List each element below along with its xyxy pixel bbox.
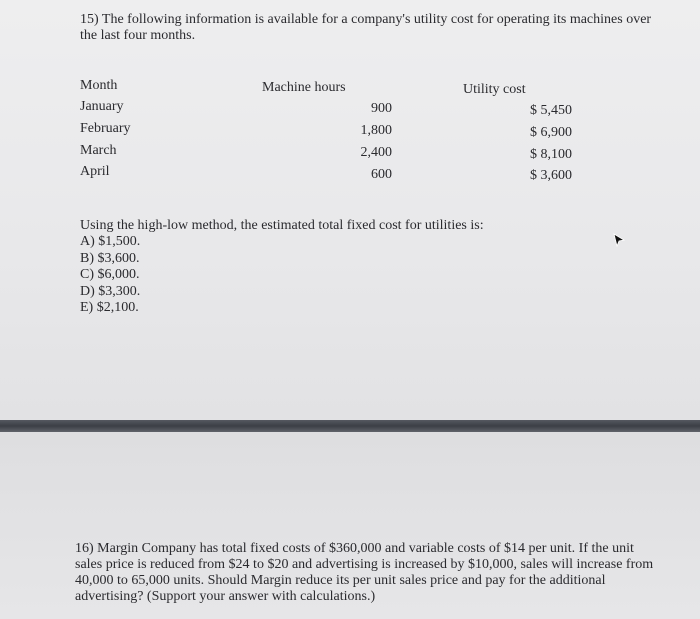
page-divider-bar <box>0 420 700 432</box>
header-month: Month <box>80 78 118 93</box>
row-hours: 900 <box>371 101 392 116</box>
row-hours: 1,800 <box>360 123 392 138</box>
row-cost: $ 3,600 <box>530 168 572 183</box>
question-15-prompt: Using the high-low method, the estimated total fixed cost for utilities is: <box>80 218 484 233</box>
question-15-text: 15) The following information is available for a company's utility cost for operating its machines over the last four months. <box>80 12 652 43</box>
answer-option: B) $3,600. <box>80 250 140 266</box>
row-cost: $ 5,450 <box>530 103 572 118</box>
row-cost: $ 6,900 <box>530 125 572 140</box>
row-month: March <box>80 143 117 158</box>
answer-option: E) $2,100. <box>80 300 139 315</box>
header-utility-cost: Utility cost <box>463 82 526 97</box>
row-month: January <box>80 99 124 114</box>
answer-option: C) $6,000. <box>80 267 140 282</box>
answer-options <box>80 234 140 317</box>
answer-option: A) $1,500. <box>80 234 141 249</box>
row-hours: 600 <box>371 167 392 182</box>
row-month: April <box>80 164 110 179</box>
header-machine-hours: Machine hours <box>262 80 346 95</box>
answer-option: D) $3,300. <box>80 283 141 299</box>
row-cost: $ 8,100 <box>530 147 572 162</box>
mouse-pointer-icon <box>612 232 626 248</box>
row-hours: 2,400 <box>360 145 392 160</box>
row-month: February <box>80 121 131 136</box>
question-16-text: 16) Margin Company has total fixed costs of $360,000 and variable costs of $14 per unit. If the unit sales price is reduced from $24 to $20 and advertising is increased by $10,000, sales will increase from 40,000 to 65,000 units. Should Margin reduce its per unit sales price and pay for the additional advertising? (Support your answer with calculations.) <box>75 541 654 604</box>
